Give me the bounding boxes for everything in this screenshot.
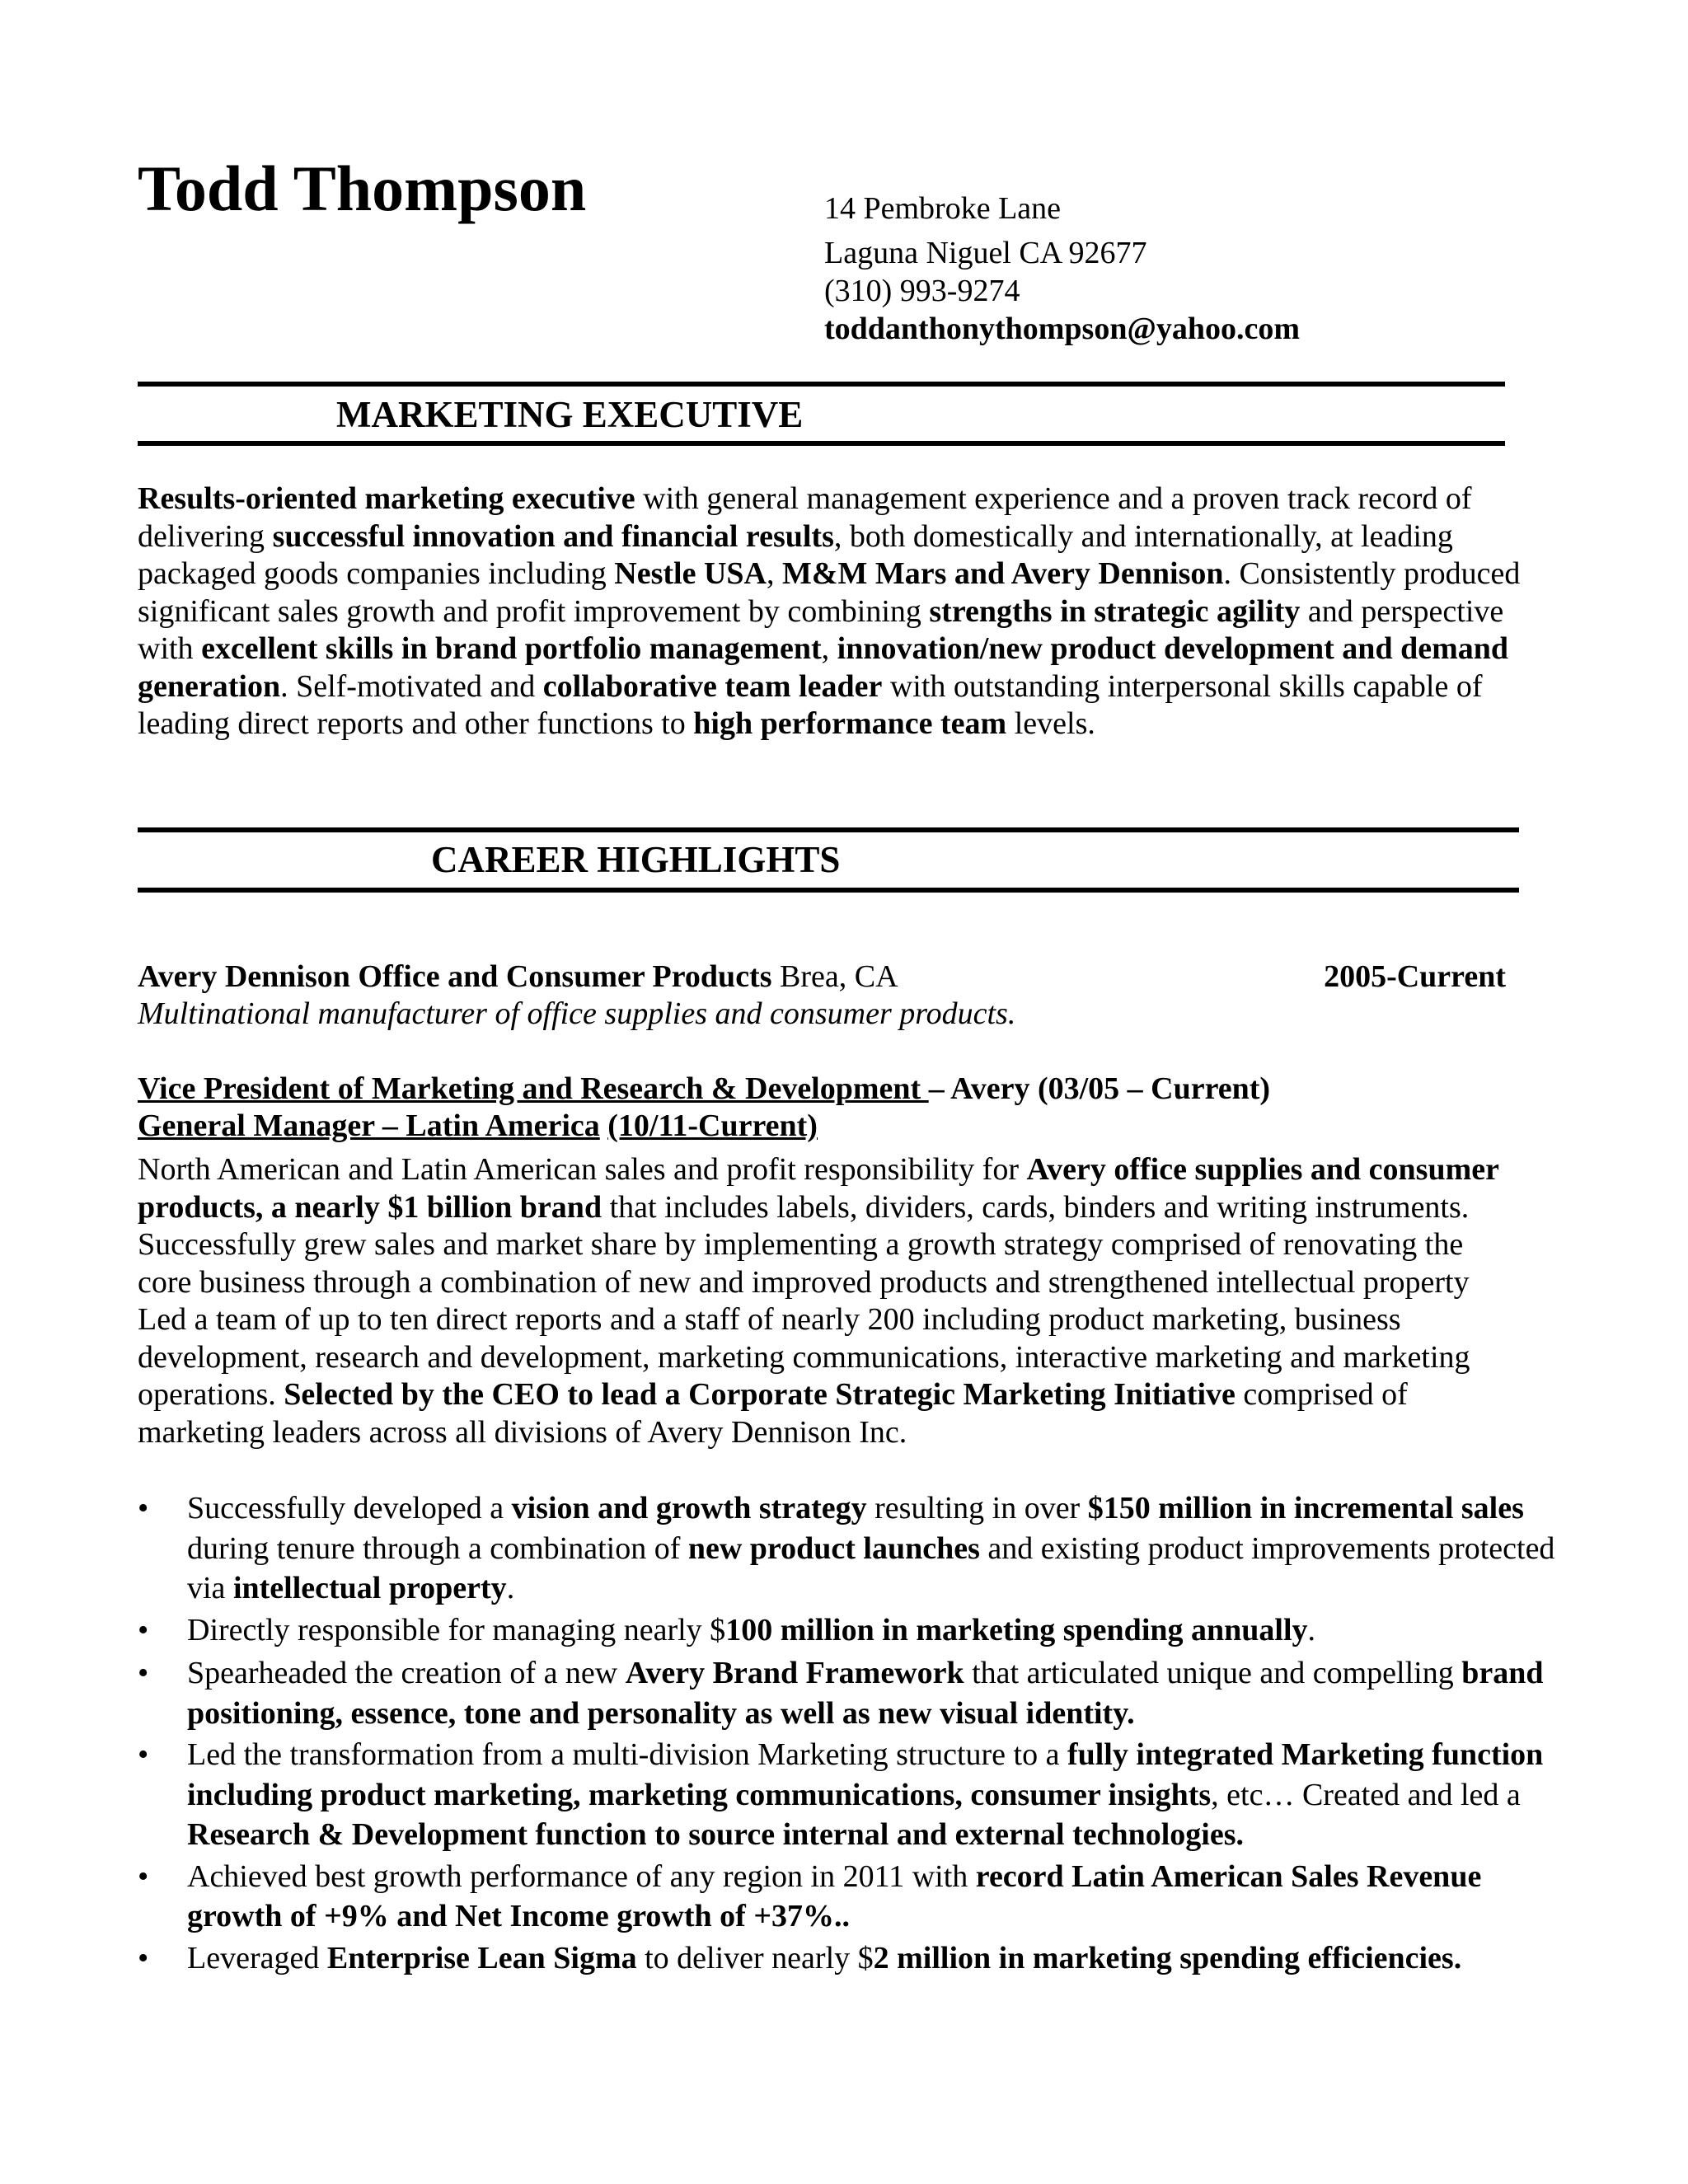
summary-text: . Self-motivated and xyxy=(280,668,543,704)
section-rule-top xyxy=(138,827,1519,832)
summary-text: excellent skills in brand portfolio management xyxy=(201,631,822,666)
section-title-career-highlights: CAREER HIGHLIGHTS xyxy=(431,839,841,880)
bullet-icon: • xyxy=(138,1612,149,1647)
summary-text: , both domestically and internationally, at leading packaged goods companies including xyxy=(138,518,1453,591)
summary-text: successful innovation and financial results xyxy=(272,518,834,554)
list-item xyxy=(138,1488,1555,1609)
list-item xyxy=(138,1938,1555,1979)
bullet-text: Led the transformation from a multi-division Marketing structure to a xyxy=(187,1737,1067,1772)
bullet-text: Enterprise Lean Sigma xyxy=(326,1940,637,1975)
email-address: toddanthonythompson@yahoo.com xyxy=(824,312,1300,346)
job-text: Avery office supplies and consumer products, a nearly $1 billion brand xyxy=(138,1152,1499,1225)
bullet-icon: • xyxy=(138,1656,149,1690)
company-description: Multinational manufacturer of office supplies and consumer products. xyxy=(138,996,1016,1031)
company-name: Avery Dennison Office and Consumer Products xyxy=(138,959,772,994)
job-text: comprised of marketing leaders across all divisions of Avery Dennison Inc. xyxy=(138,1377,1408,1450)
job-text: that includes labels, dividers, cards, binders and writing instruments. Successfully grew sales and market share by implementing a growth strategy comprised of renovating the core business through a combination of new and improved products and strengthened intellectual property Led a team of up to ten direct reports and a staff of nearly 200 including product marketing, business development, research and development, marketing communications, interactive marketing and marketing operations. xyxy=(138,1189,1470,1412)
bullet-text: resulting in over xyxy=(866,1491,1088,1526)
bullet-text: that articulated unique and compelling xyxy=(964,1656,1462,1690)
job-title-dates: (10/11-Current) xyxy=(607,1108,818,1143)
bullet-text: Avery Brand Framework xyxy=(625,1656,964,1690)
list-item xyxy=(138,1857,1555,1937)
address-line-2: Laguna Niguel CA 92677 xyxy=(824,236,1147,270)
section-title-marketing-executive: MARKETING EXECUTIVE xyxy=(336,394,804,435)
bullet-text: Achieved best growth performance of any region in 2011 with xyxy=(187,1858,976,1894)
summary-text: with outstanding interpersonal skills capable of leading direct reports and other functions to xyxy=(138,668,1483,741)
bullet-text: and existing product improvements protected via xyxy=(187,1530,1555,1605)
summary-text: and perspective with xyxy=(138,593,1504,666)
company-location: Brea, CA xyxy=(771,959,898,994)
job-title-1 xyxy=(138,1071,1506,1108)
summary-text: Results-oriented marketing executive xyxy=(138,481,635,516)
list-item xyxy=(138,1653,1555,1733)
bullet-icon: • xyxy=(138,1737,149,1772)
job-description-paragraph xyxy=(138,1151,1522,1451)
summary-text: high performance team xyxy=(693,706,1007,741)
section-rule-bottom xyxy=(138,888,1519,893)
bullet-icon: • xyxy=(138,1858,149,1894)
bullet-text: Directly responsible for managing nearly $ xyxy=(187,1612,726,1647)
bullet-text: Leveraged xyxy=(187,1940,327,1975)
summary-paragraph xyxy=(138,480,1539,743)
bullet-text: 2 million in marketing spending efficiencies. xyxy=(873,1940,1462,1975)
bullet-icon: • xyxy=(138,1491,149,1526)
bullet-text: fully integrated Marketing function including product marketing, marketing communications, consumer insights xyxy=(187,1737,1544,1812)
bullet-text: record Latin American Sales Revenue growth of +9% and Net Income growth of +37%.. xyxy=(187,1858,1482,1933)
bullet-text: intellectual property xyxy=(232,1571,507,1605)
bullet-text: new product launches xyxy=(687,1530,980,1566)
bullet-text: during tenure through a combination of xyxy=(187,1530,688,1566)
achievement-list xyxy=(138,1488,1555,1978)
job-title-2 xyxy=(138,1108,1506,1145)
job-dates: 2005-Current xyxy=(1324,959,1506,994)
bullet-text: vision and growth strategy xyxy=(511,1491,867,1526)
bullet-icon: • xyxy=(138,1940,149,1975)
bullet-text: brand positioning, essence, tone and personality as well as new visual identity. xyxy=(187,1656,1544,1731)
section-rule-bottom xyxy=(138,441,1505,446)
list-item xyxy=(138,1735,1555,1855)
summary-text: Nestle USA xyxy=(614,556,767,591)
bullet-text: Successfully developed a xyxy=(187,1491,512,1526)
summary-text: , xyxy=(821,631,837,666)
bullet-text: Research & Development function to source internal and external technologies. xyxy=(187,1817,1244,1852)
job-title-text: General Manager – Latin America xyxy=(138,1108,600,1143)
section-rule-top xyxy=(138,382,1505,387)
contact-block xyxy=(824,190,1300,348)
job-company xyxy=(138,958,898,996)
job-title-text: Vice President of Marketing and Research & Development xyxy=(138,1071,929,1106)
bullet-text: . xyxy=(1307,1612,1316,1647)
bullet-text: $150 million in incremental sales xyxy=(1087,1491,1524,1526)
summary-text: , xyxy=(767,556,782,591)
job-title-dates: – Avery (03/05 – Current) xyxy=(928,1071,1271,1106)
bullet-text: to deliver nearly $ xyxy=(636,1940,874,1975)
phone-number: (310) 993-9274 xyxy=(824,274,1020,308)
job-title-gap xyxy=(600,1108,608,1143)
address-line-1: 14 Pembroke Lane xyxy=(824,191,1062,226)
job-text: Selected by the CEO to lead a Corporate Strategic Marketing Initiative xyxy=(284,1377,1236,1412)
list-item xyxy=(138,1610,1555,1651)
summary-text: . Consistently produced significant sales growth and profit improvement by combining xyxy=(138,556,1521,629)
summary-text: strengths in strategic agility xyxy=(929,593,1301,629)
bullet-text: Spearheaded the creation of a new xyxy=(187,1656,626,1690)
candidate-name: Todd Thompson xyxy=(138,152,587,224)
bullet-text: . xyxy=(506,1571,515,1605)
job-company-line xyxy=(138,958,1506,996)
summary-text: with general management experience and a proven track record of delivering xyxy=(138,481,1472,554)
job-entry-avery xyxy=(138,958,1506,1145)
summary-text: M&M Mars and Avery Dennison xyxy=(782,556,1224,591)
bullet-text: 100 million in marketing spending annually xyxy=(725,1612,1308,1647)
bullet-text: , etc… Created and led a xyxy=(1211,1777,1521,1812)
summary-text: collaborative team leader xyxy=(542,668,883,704)
job-text: North American and Latin American sales and profit responsibility for xyxy=(138,1152,1027,1187)
summary-text: levels. xyxy=(1006,706,1095,741)
summary-text: innovation/new product development and demand generation xyxy=(138,631,1508,704)
